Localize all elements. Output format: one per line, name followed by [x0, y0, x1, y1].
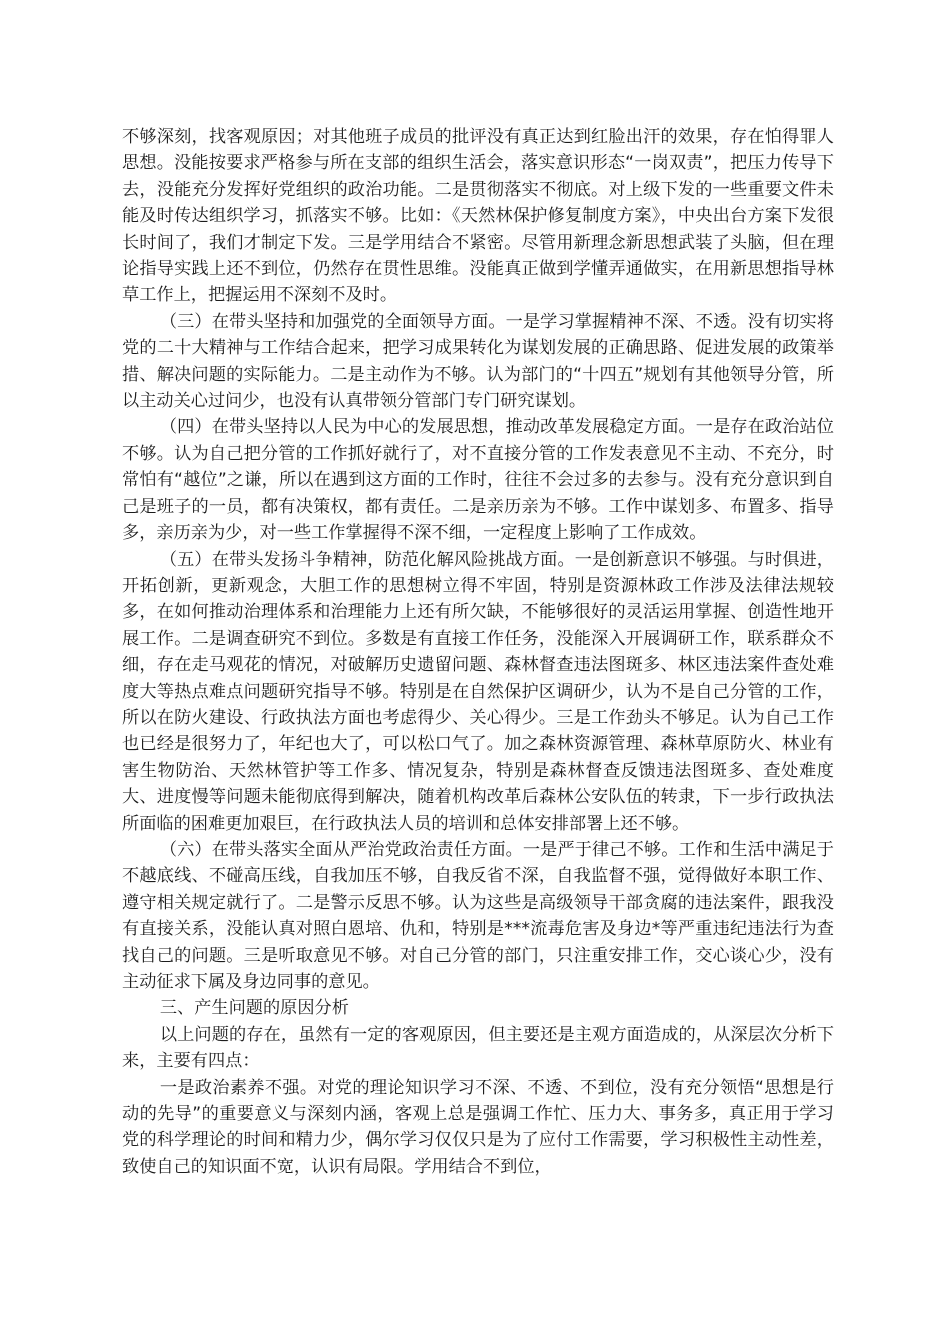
paragraph-continuation: 不够深刻，找客观原因；对其他班子成员的批评没有真正达到红脸出汗的效果，存在怕得罪人思想。没能按要求严格参与所在支部的组织生活会，落实意识形态“一岗双责”，把压力传导下去，没能充分发挥好党组织的政治功能。二是贯彻落实不彻底。对上级下发的一些重要文件未能及时传达组织学习，抓落实不够。比如：《天然林保护修复制度方案》，中央出台方案下发很长时间了，我们才制定下发。三是学用结合不紧密。尽管用新理念新思想武装了头脑，但在理论指导实践上还不到位，仍然存在贯性思维。没能真正做到学懂弄通做实，在用新思想指导林草工作上，把握运用不深刻不及时。 — [122, 127, 834, 306]
section-heading-cause-analysis: 三、产生问题的原因分析 — [159, 998, 349, 1019]
paragraph-section-4: （四）在带头坚持以人民为中心的发展思想，推动改革发展稳定方面。一是存在政治站位不够。认为自己把分管的工作抓好就行了，对不直接分管的工作发表意见不主动、不充分，时常怕有“越位”之谦，所以在遇到这方面的工作时，往往不会过多的去参与。没有充分意识到自己是班子的一员，都有决策权，都有责任。二是亲历亲为不够。工作中谋划多、布置多、指导多，亲历亲为少，对一些工作掌握得不深不细，一定程度上影响了工作成效。 — [122, 417, 834, 544]
paragraph-section-6: （六）在带头落实全面从严治党政治责任方面。一是严于律己不够。工作和生活中满足于不越底线、不碰高压线，自我加压不够，自我反省不深，自我监督不强，觉得做好本职工作、遵守相关规定就行了。二是警示反思不够。认为这些是高级领导干部贪腐的违法案件，跟我没有直接关系，没能认真对照白恩培、仇和，特别是***流毒危害及身边*等严重违纪违法行为查找自己的问题。三是听取意见不够。对自己分管的部门，只注重安排工作，交心谈心少，没有主动征求下属及身边同事的意见。 — [122, 839, 834, 992]
paragraph-section-3: （三）在带头坚持和加强党的全面领导方面。一是学习掌握精神不深、不透。没有切实将党的二十大精神与工作结合起来，把学习成果转化为谋划发展的正确思路、促进发展的政策举措、解决问题的实际能力。二是主动作为不够。认为部门的“十四五”规划有其他领导分管，所以主动关心过问少，也没有认真带领分管部门专门研究谋划。 — [122, 311, 834, 412]
paragraph-reason-1: 一是政治素养不强。对党的理论知识学习不深、不透、不到位，没有充分领悟“思想是行动的先导”的重要意义与深刻内涵，客观上总是强调工作忙、压力大、事务多，真正用于学习党的科学理论的时间和精力少，偶尔学习仅仅只是为了应付工作需要，学习积极性主动性差，致使自己的知识面不宽，认识有局限。学用结合不到位， — [122, 1077, 834, 1177]
paragraph-analysis-intro: 以上问题的存在，虽然有一定的客观原因，但主要还是主观方面造成的，从深层次分析下来，主要有四点： — [122, 1024, 834, 1072]
paragraph-section-5: （五）在带头发扬斗争精神，防范化解风险挑战方面。一是创新意识不够强。与时俱进，开拓创新，更新观念，大胆工作的思想树立得不牢固，特别是资源林政工作涉及法律法规较多，在如何推动治理体系和治理能力上还有所欠缺，不能够很好的灵活运用掌握、创造性地开展工作。二是调查研究不到位。多数是有直接工作任务，没能深入开展调研工作，联系群众不细，存在走马观花的情况，对破解历史遗留问题、森林督查违法图斑多、林区违法案件查处难度大等热点难点问题研究指导不够。特别是在自然保护区调研少，认为不是自己分管的工作，所以在防火建设、行政执法方面也考虑得少、关心得少。三是工作劲头不够足。认为自己工作也已经是很努力了，年纪也大了，可以松口气了。加之森林资源管理、森林草原防火、林业有害生物防治、天然林管护等工作多、情况复杂，特别是森林督查反馈违法图斑多、查处难度大、进度慢等问题未能彻底得到解决，随着机构改革后森林公安队伍的转隶，下一步行政执法所面临的困难更加艰巨，在行政执法人员的培训和总体安排部署上还不够。 — [122, 549, 834, 834]
document-page — [122, 124, 834, 1180]
